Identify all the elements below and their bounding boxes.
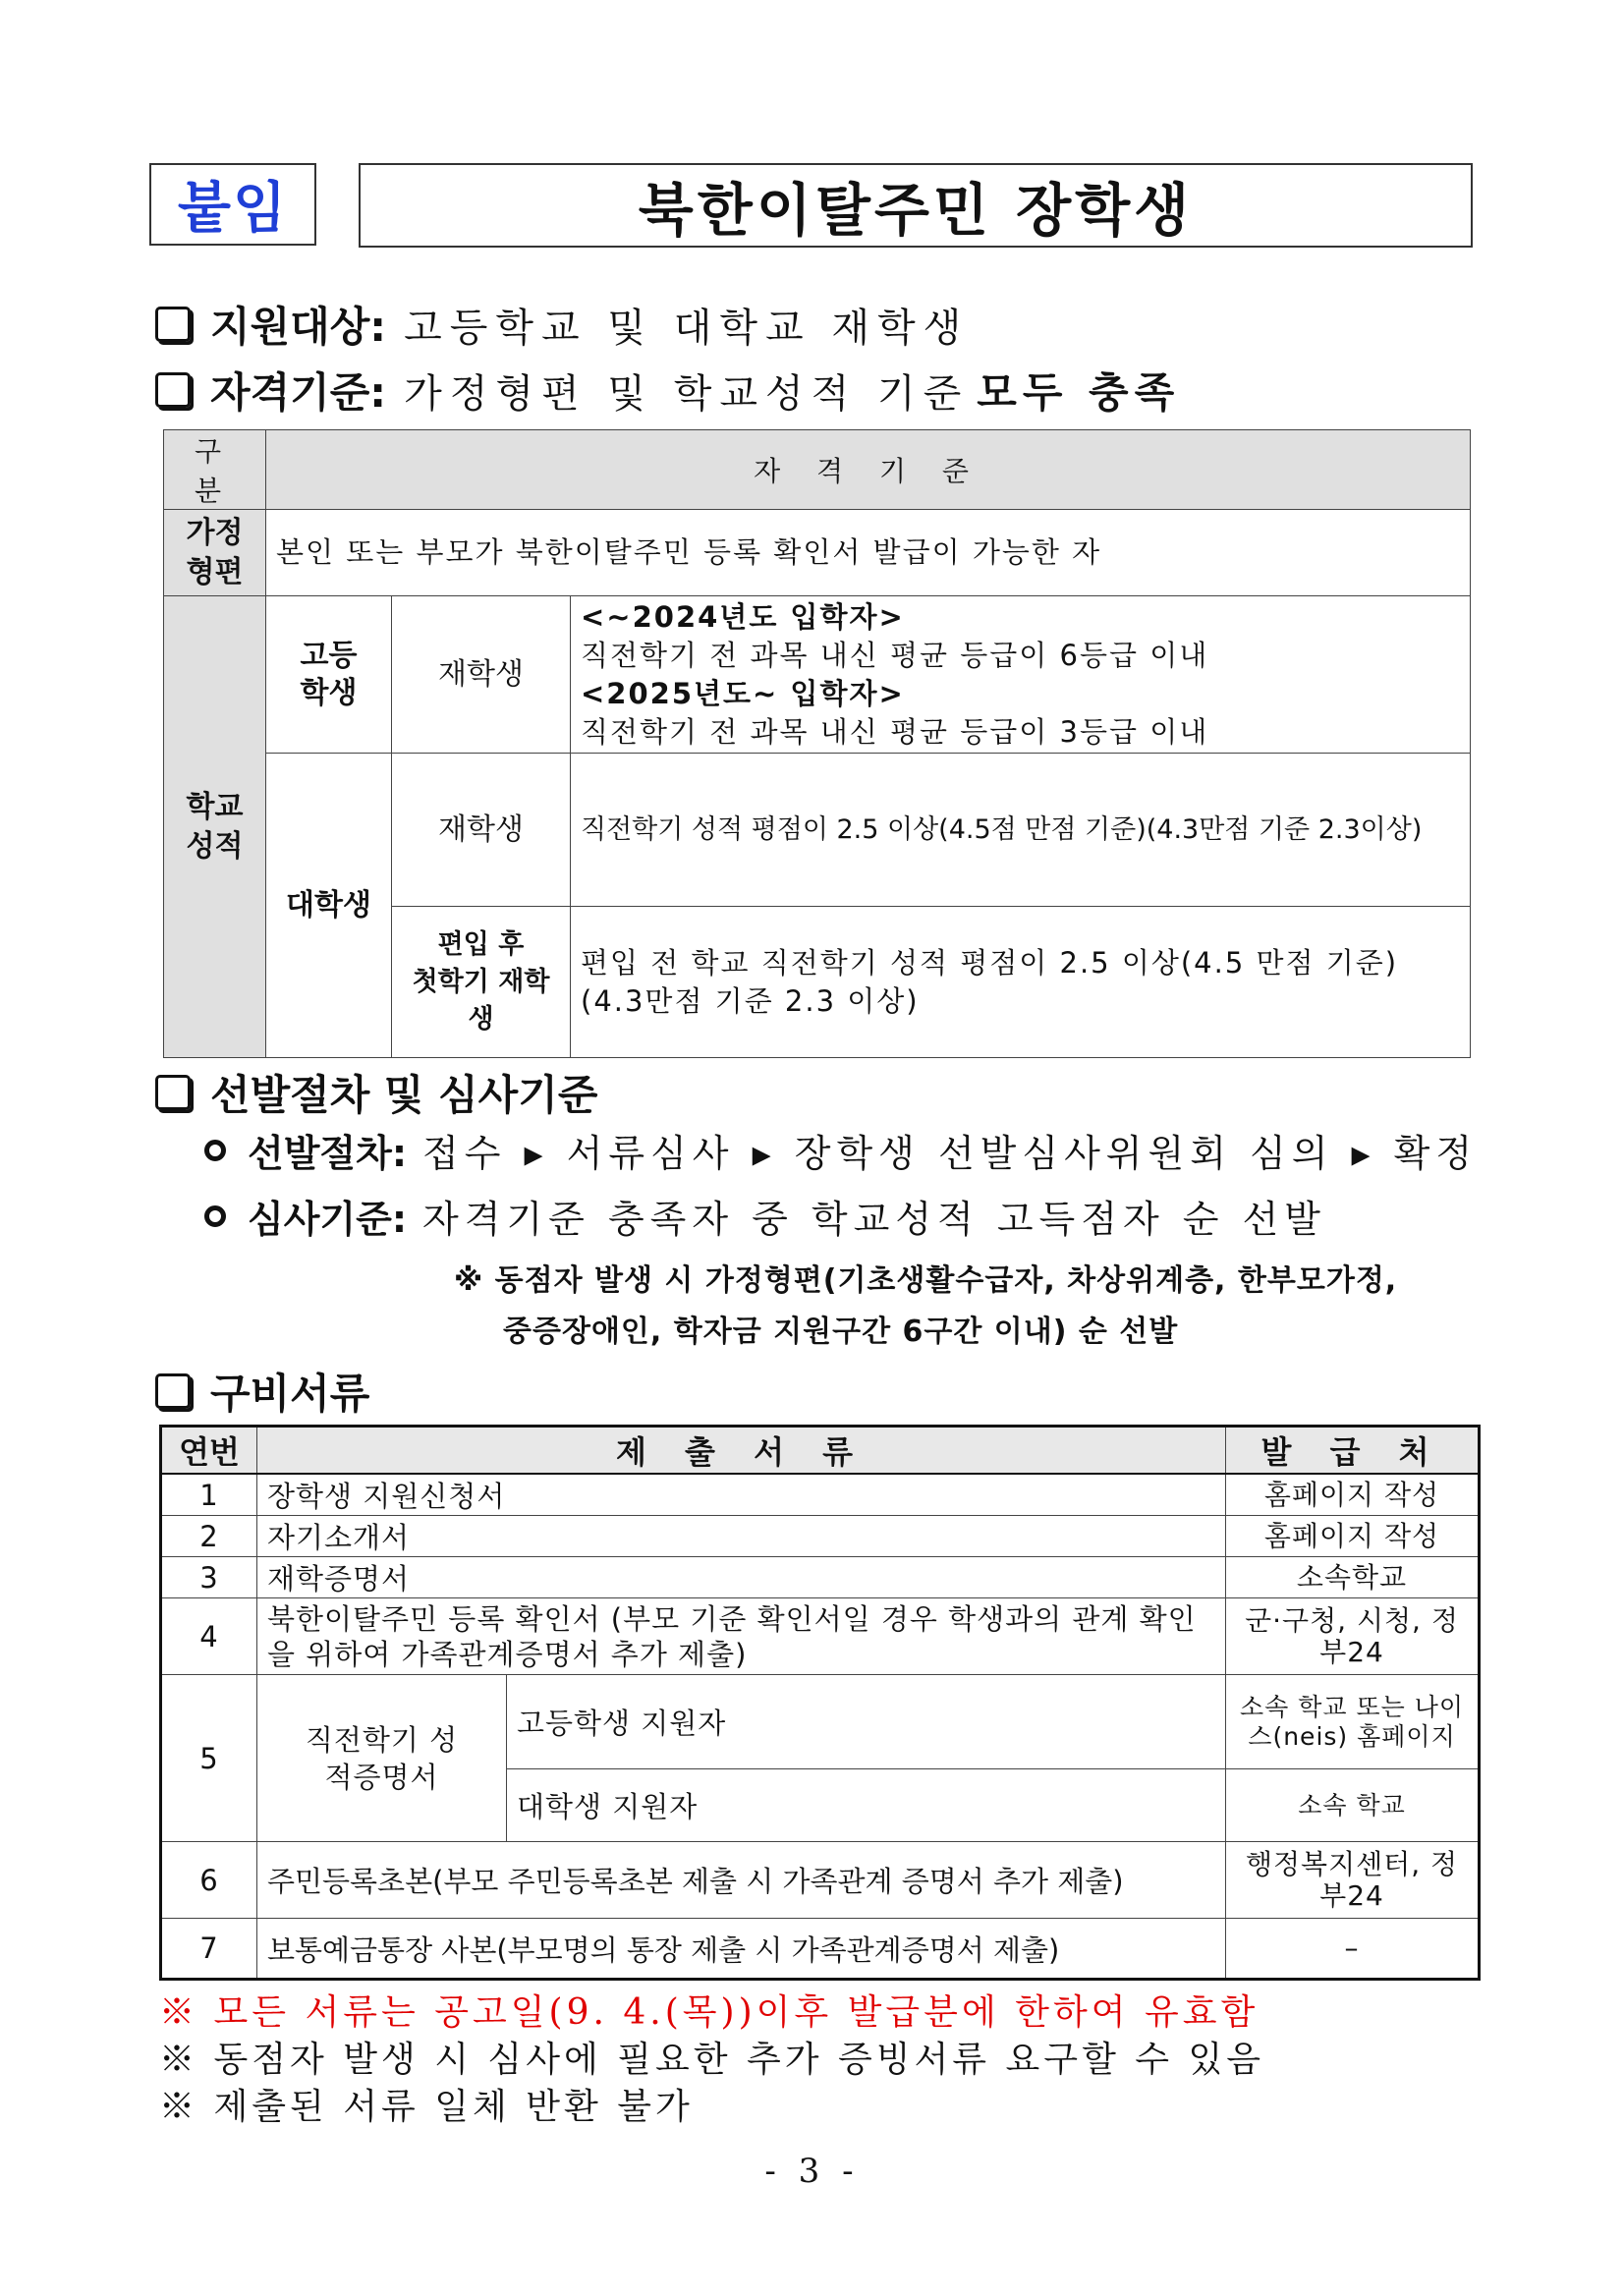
row-issuer: 행정복지센터, 정부24 <box>1226 1842 1480 1919</box>
table-header-row <box>161 1427 1480 1475</box>
high-label: 고등 학생 <box>266 596 392 754</box>
footnote-additional: ※ 동점자 발생 시 심사에 필요한 추가 증빙서류 요구할 수 있음 <box>159 2040 1265 2080</box>
high-line4: 직전학기 전 과목 내신 평균 등급이 3등급 이내 <box>581 714 1209 749</box>
row-issuer: 홈페이지 작성 <box>1226 1516 1480 1557</box>
high-line2: 직전학기 전 과목 내신 평균 등급이 6등급 이내 <box>581 638 1209 672</box>
row-doc: 보통예금통장 사본(부모명의 통장 제출 시 가족관계증명서 제출) <box>257 1919 1226 1980</box>
tie-note-line1: ※ 동점자 발생 시 가정형편(기초생활수급자, 차상위계층, 한부모가정, <box>454 1263 1398 1298</box>
school-label: 학교 성적 <box>164 596 266 1058</box>
table-header-criteria: 자 격 기 준 <box>266 430 1471 510</box>
table-row <box>161 1474 1480 1516</box>
row-issuer: 소속 학교 <box>1226 1769 1480 1842</box>
procedure-label: 선발절차: <box>248 1132 408 1175</box>
attachment-tag-label: 붙임 <box>177 177 289 241</box>
row-doc: 자기소개서 <box>257 1516 1226 1557</box>
tie-note-line2: 중증장애인, 학자금 지원구간 6구간 이내) 순 선발 <box>503 1315 1179 1349</box>
row-doc: 주민등록초본(부모 주민등록초본 제출 시 가족관계 증명서 추가 제출) <box>257 1842 1226 1919</box>
section-target-text: 고등학교 및 대학교 재학생 <box>404 305 970 351</box>
header-no: 연번 <box>161 1427 257 1475</box>
row-issuer: 소속학교 <box>1226 1557 1480 1598</box>
row-no: 1 <box>161 1474 257 1516</box>
table-row <box>164 510 1471 596</box>
table-row <box>161 1598 1480 1675</box>
family-text: 본인 또는 부모가 북한이탈주민 등록 확인서 발급이 가능한 자 <box>266 510 1471 596</box>
section-target <box>155 295 969 354</box>
criteria-line <box>204 1189 1326 1243</box>
high-line3: <2025년도~ 입학자> <box>581 676 905 710</box>
row-no: 6 <box>161 1842 257 1919</box>
page-title: 북한이탈주민 장학생 <box>638 177 1194 244</box>
high-criteria <box>571 596 1471 754</box>
row-issuer: 소속 학교 또는 나이스(neis) 홈페이지 <box>1226 1675 1480 1769</box>
section-selection <box>155 1063 597 1122</box>
section-documents-label: 구비서류 <box>210 1370 370 1418</box>
table-header-row <box>164 430 1471 510</box>
transfer-label: 편입 후 첫학기 재학생 <box>392 907 571 1058</box>
univ-text: 직전학기 성적 평점이 2.5 이상(4.5점 만점 기준)(4.3만점 기준 2.3이상) <box>571 754 1471 907</box>
procedure-text: 접수 ▸ 서류심사 ▸ 장학생 선발심사위원회 심의 ▸ 확정 <box>422 1132 1479 1175</box>
row-doc: 북한이탈주민 등록 확인서 (부모 기준 확인서일 경우 학생과의 관계 확인을 위하여 가족관계증명서 추가 제출) <box>257 1598 1226 1675</box>
criteria-label: 심사기준: <box>248 1198 408 1241</box>
row-no: 7 <box>161 1919 257 1980</box>
circle-bullet-icon <box>204 1205 226 1227</box>
table-header-category: 구 분 <box>164 430 266 510</box>
section-documents <box>155 1362 369 1421</box>
checkbox-icon <box>155 1075 191 1110</box>
page-title-box <box>359 163 1473 248</box>
table-row <box>161 1675 1480 1769</box>
row-no: 2 <box>161 1516 257 1557</box>
row-no: 3 <box>161 1557 257 1598</box>
table-row <box>164 596 1471 754</box>
section-qualification-label: 자격기준: <box>210 368 387 417</box>
table-row <box>161 1842 1480 1919</box>
table-row <box>164 754 1471 907</box>
qualification-table <box>163 429 1471 1058</box>
documents-table <box>159 1425 1481 1981</box>
row-issuer: 군·구청, 시청, 정부24 <box>1226 1598 1480 1675</box>
section-target-label: 지원대상: <box>210 303 387 351</box>
univ-label: 대학생 <box>266 754 392 1058</box>
section-selection-label: 선발절차 및 심사기준 <box>210 1071 598 1119</box>
row-no: 4 <box>161 1598 257 1675</box>
row-issuer: 홈페이지 작성 <box>1226 1474 1480 1516</box>
section-qualification-text: 가정형편 및 학교성적 기준 <box>404 370 970 417</box>
circle-bullet-icon <box>204 1140 226 1161</box>
row-no: 5 <box>161 1675 257 1842</box>
family-label: 가정 형편 <box>164 510 266 596</box>
table-row <box>161 1557 1480 1598</box>
footnote-no-return: ※ 제출된 서류 일체 반환 불가 <box>159 2087 694 2127</box>
row-subdoc: 대학생 지원자 <box>507 1769 1226 1842</box>
row-doc: 직전학기 성적증명서 <box>257 1675 507 1842</box>
header-issuer: 발 급 처 <box>1226 1427 1480 1475</box>
section-qualification-bold: 모두 충족 <box>977 368 1181 417</box>
transfer-text: 편입 전 학교 직전학기 성적 평점이 2.5 이상(4.5 만점 기준)(4.3만점 기준 2.3 이상) <box>571 907 1471 1058</box>
procedure-line <box>204 1123 1478 1177</box>
checkbox-icon <box>155 1373 191 1409</box>
checkbox-icon <box>155 372 191 408</box>
row-doc: 장학생 지원신청서 <box>257 1474 1226 1516</box>
row-doc: 재학증명서 <box>257 1557 1226 1598</box>
criteria-text: 자격기준 충족자 중 학교성적 고득점자 순 선발 <box>422 1198 1326 1241</box>
high-enrolled: 재학생 <box>392 596 571 754</box>
row-subdoc: 고등학생 지원자 <box>507 1675 1226 1769</box>
table-row <box>161 1919 1480 1980</box>
page-number: - 3 - <box>764 2152 860 2191</box>
footnote-validity: ※ 모든 서류는 공고일(9. 4.(목))이후 발급분에 한하여 유효함 <box>159 1992 1260 2033</box>
attachment-tag <box>149 163 316 246</box>
checkbox-icon <box>155 307 191 342</box>
header-doc: 제 출 서 류 <box>257 1427 1226 1475</box>
high-line1: <~2024년도 입학자> <box>581 599 905 634</box>
univ-enrolled: 재학생 <box>392 754 571 907</box>
row-issuer: – <box>1226 1919 1480 1980</box>
section-qualification <box>155 361 1180 420</box>
table-row <box>161 1516 1480 1557</box>
